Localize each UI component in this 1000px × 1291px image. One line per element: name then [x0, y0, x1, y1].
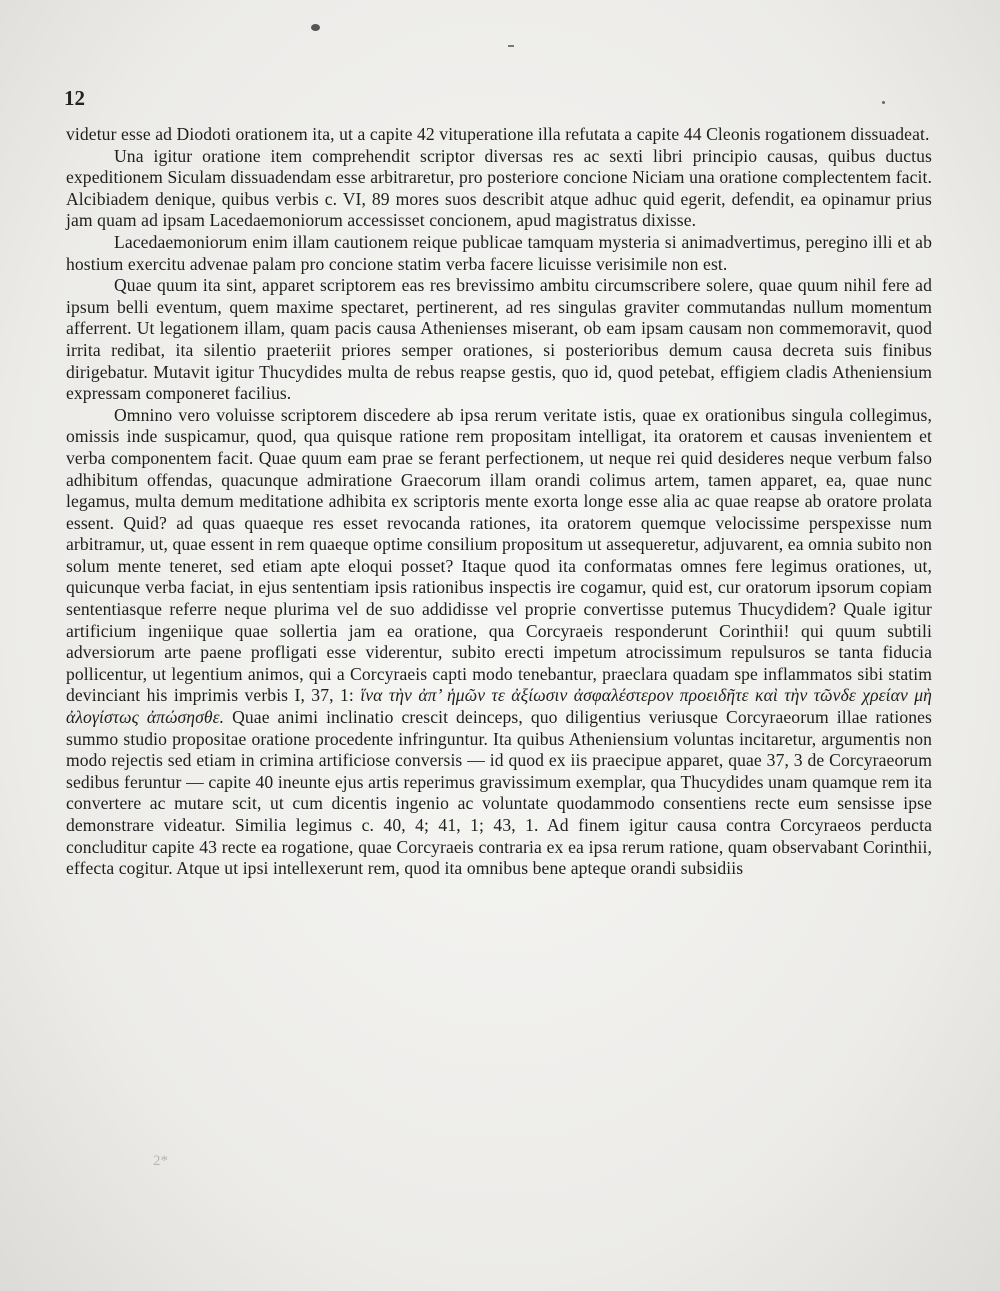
page-number: 12 [64, 86, 85, 110]
paragraph-1: videtur esse ad Diodoti orationem ita, ut a capite 42 vituperatione illa refutata a capite 44 Cleonis rogationem dissuadeat. [66, 124, 930, 144]
ink-speck [882, 101, 885, 104]
paragraph-3: Lacedaemoniorum enim illam cautionem reique publicae tamquam mysteria si animadvertimus, peregino illi et ab hostium exercitu advenae palam pro concione statim verba facere licuisse verisimile non est. [66, 231, 932, 274]
body-text [66, 124, 932, 880]
paragraph-5-main: Omnino vero voluisse scriptorem discedere ab ipsa rerum veritate istis, quae ex orationibus singula collegimus, omissis inde suspicamur, quod, qua quisque ratione rem propositam intelligat, ita oratorem et causas invenientem et verba componentem facit. Quae quum eam prae se ferant perfectionem, ut neque rei quid desideres neque verbum falso adhibitum offendas, quacunque admiratione Graecorum illam orandi colimus artem, tamen apparet, ea, quae nunc legamus, multa demum meditatione adhibita ex scriptoris mente exorta longe esse alia ac quae reapse ab oratore prolata essent. Quid? ad quas quaeque res esset revocanda rationes, ita oratorem quemque velocissime perspexisse num arbitramur, ut, quae essent in rem quaeque optime consilium propositum ut assequeretur, adjuvarent, ea omnia subito non solum mente teneret, sed etiam apte eloqui posset? Itaque quod ita conformatas omnes fere legimus orationes, ut, quicunque verba faciat, in ejus sententiam ipsis rationibus inspectis ire cogamur, quid est, cur oratorum ipsorum copiam sententiasque referre neque plurima vel de suo addidisse vel proprie convertisse putemus Thucydidem? Quale igitur artificium ingeniique quae sollertia jam ea oratione, qua Corcyraeis responderunt Corinthii! qui quum subtili adversiorum arte paene profligati esse viderentur, subito erecti impetum atrocissimum repulsuros se tanta fiducia pollicentur, ut legentium animos, qui a Corcyraeis capti modo tenebantur, praeclara quadam spe inflammatos sibi statim devinciant his imprimis verbis I, 37, 1: [66, 404, 932, 706]
paragraph-2: Una igitur oratione item comprehendit scriptor diversas res ac sexti libri principio causas, quibus ductus expeditionem Siculam dissuadendam esse arbitraretur, pro posteriore concione Niciam una oratione complectentem facit. Alcibiadem denique, quibus verbis c. VI, 89 mores suos describit atque adhuc quid egerit, defendit, ea opinamur prius jam quam ad ipsam Lacedaemoniorum accessisset concionem, apud magistratus dixisse. [66, 145, 932, 231]
ink-spot [311, 24, 320, 31]
ink-dash [508, 45, 514, 47]
greek-quotation: ἵνα τὴν ἀπ’ ἡμῶν τε ἀξίωσιν ἀσφαλέστερον προειδῆτε καὶ τὴν τῶνδε χρείαν μὴ ἀλογίστως ἀπώσησθε. [66, 685, 933, 728]
paragraph-5-tail: Quae animi inclinatio crescit deinceps, quo diligentius veriusque Corcyraeorum illae rationes summo studio propositae oratione procedente infringuntur. Ita quibus Atheniensium voluntas incitaretur, argumentis non modo rejectis sed etiam in crimina artificiose conversis — id quod ex iis praecipue apparet, quae 37, 3 de Corcyraeorum sedibus feruntur — capite 40 ineunte ejus artis reperimus gravissimum exemplar, qua Thucydides unam quamque rem ita convertere ac mutare scit, ut cum dicentis ingenio ac voluntate quodammodo consentiens recte eum sensisse ipse demonstrare videatur. Similia legimus c. 40, 4; 41, 1; 43, 1. Ad finem igitur causa contra Corcyraeos perducta concluditur capite 43 recte ea rogatione, quae Corcyraeis contraria ex ea ipsa rerum ratione, quam observabant Corinthii, effecta cogitur. Atque ut ipsi intellexerunt rem, quod ita omnibus bene apteque orandi subsidiis [66, 707, 932, 879]
paragraph-5 [66, 405, 932, 880]
paragraph-4: Quae quum ita sint, apparet scriptorem eas res brevissimo ambitu circumscribere solere, quae quum nihil fere ad ipsum belli eventum, quem maxime spectaret, pertinerent, ad res singulas graviter commutandas nullum momentum afferrent. Ut legationem illam, quam pacis causa Athenienses miserant, ob eam ipsam causam non commemoravit, quod irrita redibat, ita silentio praeteriit priores semper orationes, si posterioribus demum causa decreta suis finibus dirigebatur. Mutavit igitur Thucydides multa de rebus reapse gestis, quo id, quod petebat, effigiem cladis Atheniensium expressam componeret facilius. [66, 275, 932, 404]
printer-signature-mark: 2* [153, 1153, 168, 1169]
